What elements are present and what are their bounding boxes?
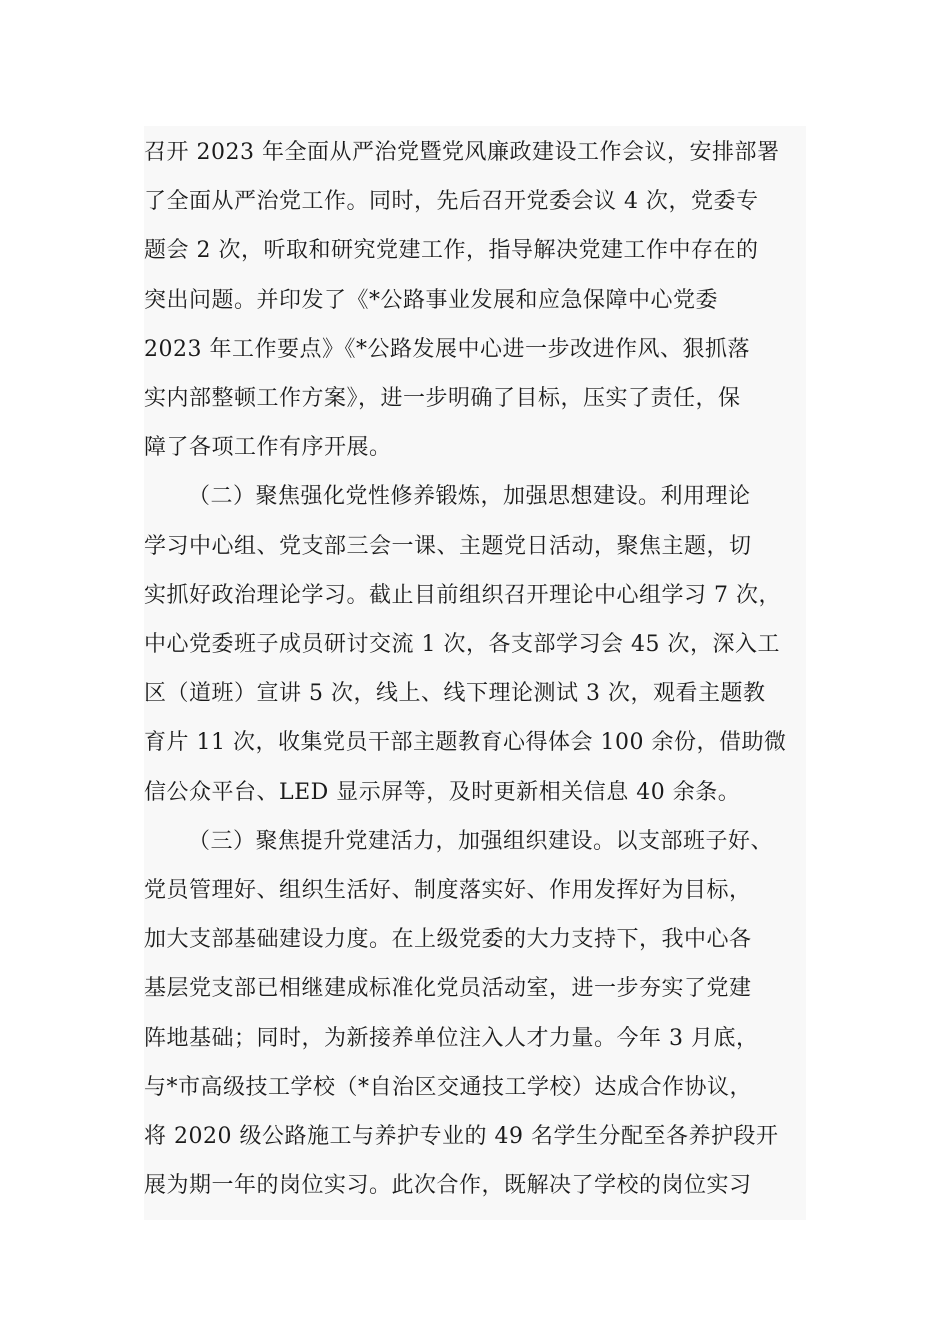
- text-line: 党员管理好、组织生活好、制度落实好、作用发挥好为目标，: [144, 878, 752, 903]
- text-line: 了全面从严治党工作。同时，先后召开党委会议 4 次，党委专: [144, 189, 759, 215]
- paragraph-first-line: （三）聚焦提升党建活力，加强组织建设。以支部班子好、: [188, 828, 774, 854]
- text-line: 区（道班）宣讲 5 次，线上、线下理论测试 3 次，观看主题教: [144, 681, 766, 707]
- text-line: 加大支部基础建设力度。在上级党委的大力支持下，我中心各: [144, 927, 752, 953]
- document-body: [144, 126, 806, 1220]
- text-line: 与*市高级技工学校（*自治区交通技工学校）达成合作协议，: [144, 1074, 753, 1100]
- text-line: 实抓好政治理论学习。截止目前组织召开理论中心组学习 7 次，: [144, 582, 781, 608]
- text-line: 展为期一年的岗位实习。此次合作，既解决了学校的岗位实习: [144, 1173, 752, 1199]
- text-line: 阵地基础；同时，为新接养单位注入人才力量。今年 3 月底，: [144, 1025, 759, 1051]
- text-line: 信公众平台、LED 显示屏等，及时更新相关信息 40 余条。: [144, 779, 741, 805]
- text-line: 将 2020 级公路施工与养护专业的 49 名学生分配至各养护段开: [144, 1124, 779, 1149]
- text-line: 中心党委班子成员研讨交流 1 次，各支部学习会 45 次，深入工: [144, 632, 780, 657]
- paragraph-first-line: （二）聚焦强化党性修养锻炼，加强思想建设。利用理论: [188, 484, 751, 510]
- text-line: 2023 年工作要点》《*公路发展中心进一步改进作风、狠抓落: [144, 336, 750, 362]
- text-line: 突出问题。并印发了《*公路事业发展和应急保障中心党委: [144, 287, 719, 313]
- text-line: 学习中心组、党支部三会一课、主题党日活动，聚焦主题，切: [144, 533, 752, 559]
- text-line: 育片 11 次，收集党员干部主题教育心得体会 100 余份，借助微: [144, 730, 787, 756]
- text-line: 实内部整顿工作方案》，进一步明确了目标，压实了责任，保: [144, 386, 741, 411]
- text-line: 障了各项工作有序开展。: [144, 435, 392, 461]
- text-line: 基层党支部已相继建成标准化党员活动室，进一步夯实了党建: [144, 976, 752, 1002]
- text-line: 题会 2 次，听取和研究党建工作，指导解决党建工作中存在的: [144, 238, 759, 264]
- text-line: 召开 2023 年全面从严治党暨党风廉政建设工作会议，安排部署: [144, 140, 780, 165]
